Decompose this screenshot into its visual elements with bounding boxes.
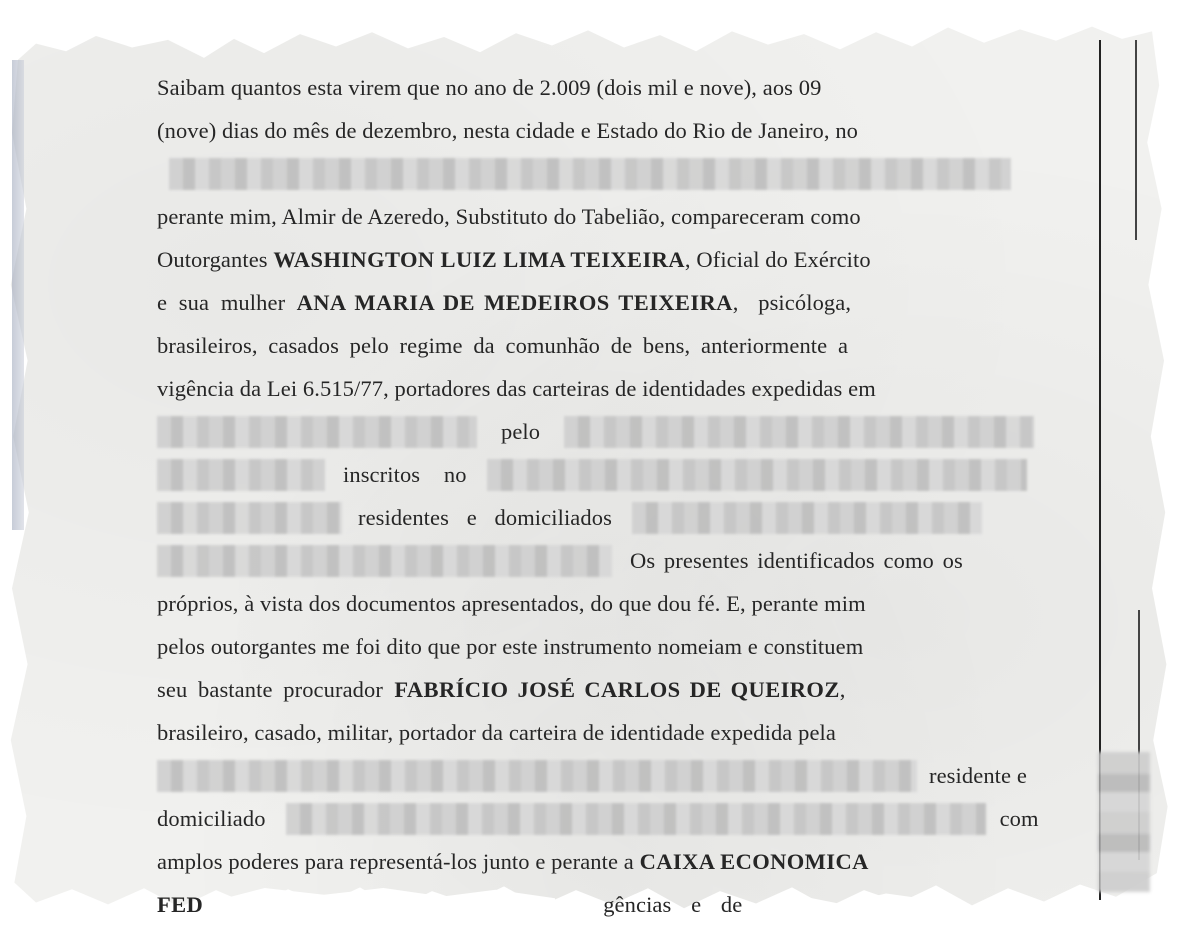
margin-rule: [1135, 40, 1137, 240]
redacted-block: [632, 502, 982, 534]
text-line: FED gências e de: [157, 892, 743, 917]
text-line: pelos outorgantes me foi dito que por este instrumento nomeiam e constituem: [157, 634, 864, 659]
redacted-block: [157, 760, 917, 792]
redacted-block: [564, 416, 1034, 448]
grantor-spouse-name: ANA MARIA DE MEDEIROS TEIXEIRA: [296, 290, 733, 315]
redacted-block: [169, 158, 1011, 190]
text-line: Saibam quantos esta virem que no ano de 2.009 (dois mil e nove), aos 09: [157, 75, 822, 100]
text-line: seu bastante procurador FABRÍCIO JOSÉ CARLOS DE QUEIROZ ,: [157, 668, 1054, 711]
paper-edge-stripe: [12, 60, 24, 530]
text-line: inscritos no: [157, 453, 1054, 496]
text-line: (nove) dias do mês de dezembro, nesta cidade e Estado do Rio de Janeiro, no: [157, 118, 859, 143]
text-line: Os presentes identificados como os: [157, 539, 1054, 582]
redacted-block: [157, 545, 612, 577]
grantor-name: WASHINGTON LUIZ LIMA TEIXEIRA: [273, 247, 685, 272]
redacted-block: [157, 416, 477, 448]
attorney-name: FABRÍCIO JOSÉ CARLOS DE QUEIROZ: [394, 677, 840, 702]
text-line: residentes e domiciliados: [157, 496, 1054, 539]
redacted-block: [157, 502, 342, 534]
deed-text: [157, 66, 1054, 926]
redacted-block: [1098, 752, 1150, 892]
redacted-block: [487, 459, 1027, 491]
text-line: perante mim, Almir de Azeredo, Substituto do Tabelião, compareceram como: [157, 204, 861, 229]
text-line: [157, 152, 1054, 195]
torn-edge: [225, 888, 555, 922]
text-line: residente e: [157, 754, 1054, 797]
text-line: amplos poderes para representá-los junto e perante a CAIXA ECONOMICA: [157, 840, 1054, 883]
text-line: próprios, à vista dos documentos apresentados, do que dou fé. E, perante mim: [157, 591, 866, 616]
institution-name: CAIXA ECONOMICA: [639, 849, 869, 874]
redacted-block: [286, 803, 986, 835]
text-line: brasileiros, casados pelo regime da comunhão de bens, anteriormente a: [157, 333, 849, 358]
text-line: brasileiro, casado, militar, portador da carteira de identidade expedida pela: [157, 720, 836, 745]
text-line: e sua mulher ANA MARIA DE MEDEIROS TEIXEIRA , psicóloga,: [157, 281, 1054, 324]
redacted-block: [157, 459, 325, 491]
text-line: pelo: [157, 410, 1054, 453]
text-line: domiciliado com: [157, 797, 1054, 840]
text-line: vigência da Lei 6.515/77, portadores das carteiras de identidades expedidas em: [157, 376, 876, 401]
text-line: Outorgantes WASHINGTON LUIZ LIMA TEIXEIRA , Oficial do Exército: [157, 238, 1054, 281]
